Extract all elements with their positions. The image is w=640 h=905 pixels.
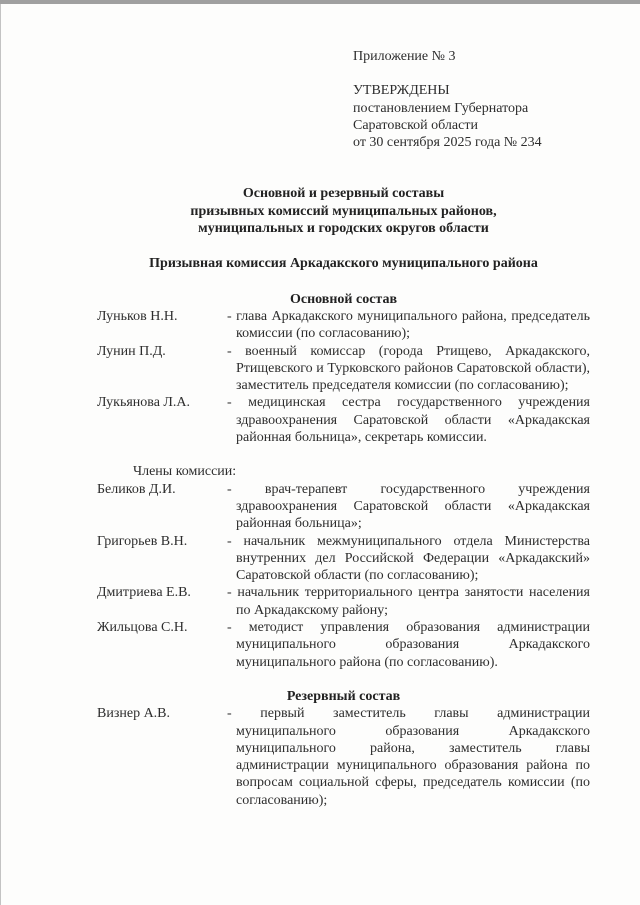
member-name: Жильцова С.Н. — [97, 620, 188, 636]
member-name: Григорьев В.Н. — [97, 533, 188, 549]
member-row — [97, 343, 590, 395]
scan-edge-top — [0, 0, 640, 4]
member-role: - первый заместитель главы администрации муниципального образования Аркадакского муниципального района, заместитель главы администрации муниципального образования района по вопросам социальной сферы, председатель комиссии (по согласованию); — [227, 706, 590, 808]
approval-block — [353, 82, 590, 151]
section-heading-reserve: Резервный состав — [286, 688, 401, 704]
document-title — [97, 185, 590, 237]
document-title-line: призывных комиссий муниципальных районов, — [190, 203, 497, 219]
member-row — [97, 533, 590, 585]
member-row — [97, 584, 590, 619]
member-name: Лукьянова Л.А. — [97, 395, 191, 411]
approval-line: от 30 сентября 2025 года № 234 — [353, 135, 542, 151]
section-heading-main: Основной состав — [289, 291, 398, 307]
member-name: Визнер А.В. — [97, 706, 171, 722]
member-name: Дмитриева Е.В. — [97, 585, 191, 601]
member-role: - врач-терапевт государственного учреждения здравоохранения Саратовской области «Аркадакская районная больница»; — [227, 481, 590, 532]
document-title-line: Основной и резервный составы — [242, 186, 445, 202]
member-name: Луньков Н.Н. — [97, 308, 178, 324]
member-row — [97, 308, 590, 343]
commission-title: Призывная комиссия Аркадакского муниципального района — [149, 256, 538, 272]
member-name: Лунин П.Д. — [97, 343, 166, 359]
member-role: - методист управления образования администрации муниципального образования Аркадакского муниципального района (по согласованию). — [227, 620, 590, 670]
scan-edge-left — [0, 4, 1, 905]
member-role: - глава Аркадакского муниципального района, председатель комиссии (по согласованию); — [227, 308, 590, 342]
member-row — [97, 619, 590, 671]
member-row — [97, 705, 590, 809]
member-row — [97, 481, 590, 533]
member-role: - военный комиссар (города Ртищево, Аркадакского, Ртищевского и Турковского районов Саратовской области), заместитель председателя комиссии (по согласованию); — [227, 343, 590, 394]
approval-line: Саратовской области — [353, 117, 478, 133]
member-name: Беликов Д.И. — [97, 481, 176, 497]
member-row — [97, 394, 590, 446]
approval-line: УТВЕРЖДЕНЫ — [353, 83, 450, 99]
appendix-number: Приложение № 3 — [353, 49, 456, 64]
approval-line: постановлением Губернатора — [353, 100, 529, 116]
member-role: - начальник территориального центра занятости населения по Аркадакскому району; — [227, 585, 590, 618]
members-label: Члены комиссии: — [133, 464, 237, 480]
document-title-line: муниципальных и городских округов области — [198, 221, 489, 237]
member-role: - начальник межмуниципального отдела Министерства внутренних дел Российской Федерации «Аркадакский» Саратовской области (по согласованию); — [227, 533, 590, 584]
member-role: - медицинская сестра государственного учреждения здравоохранения Саратовской области «Аркадакская районная больница», секретарь комиссии. — [227, 395, 590, 446]
